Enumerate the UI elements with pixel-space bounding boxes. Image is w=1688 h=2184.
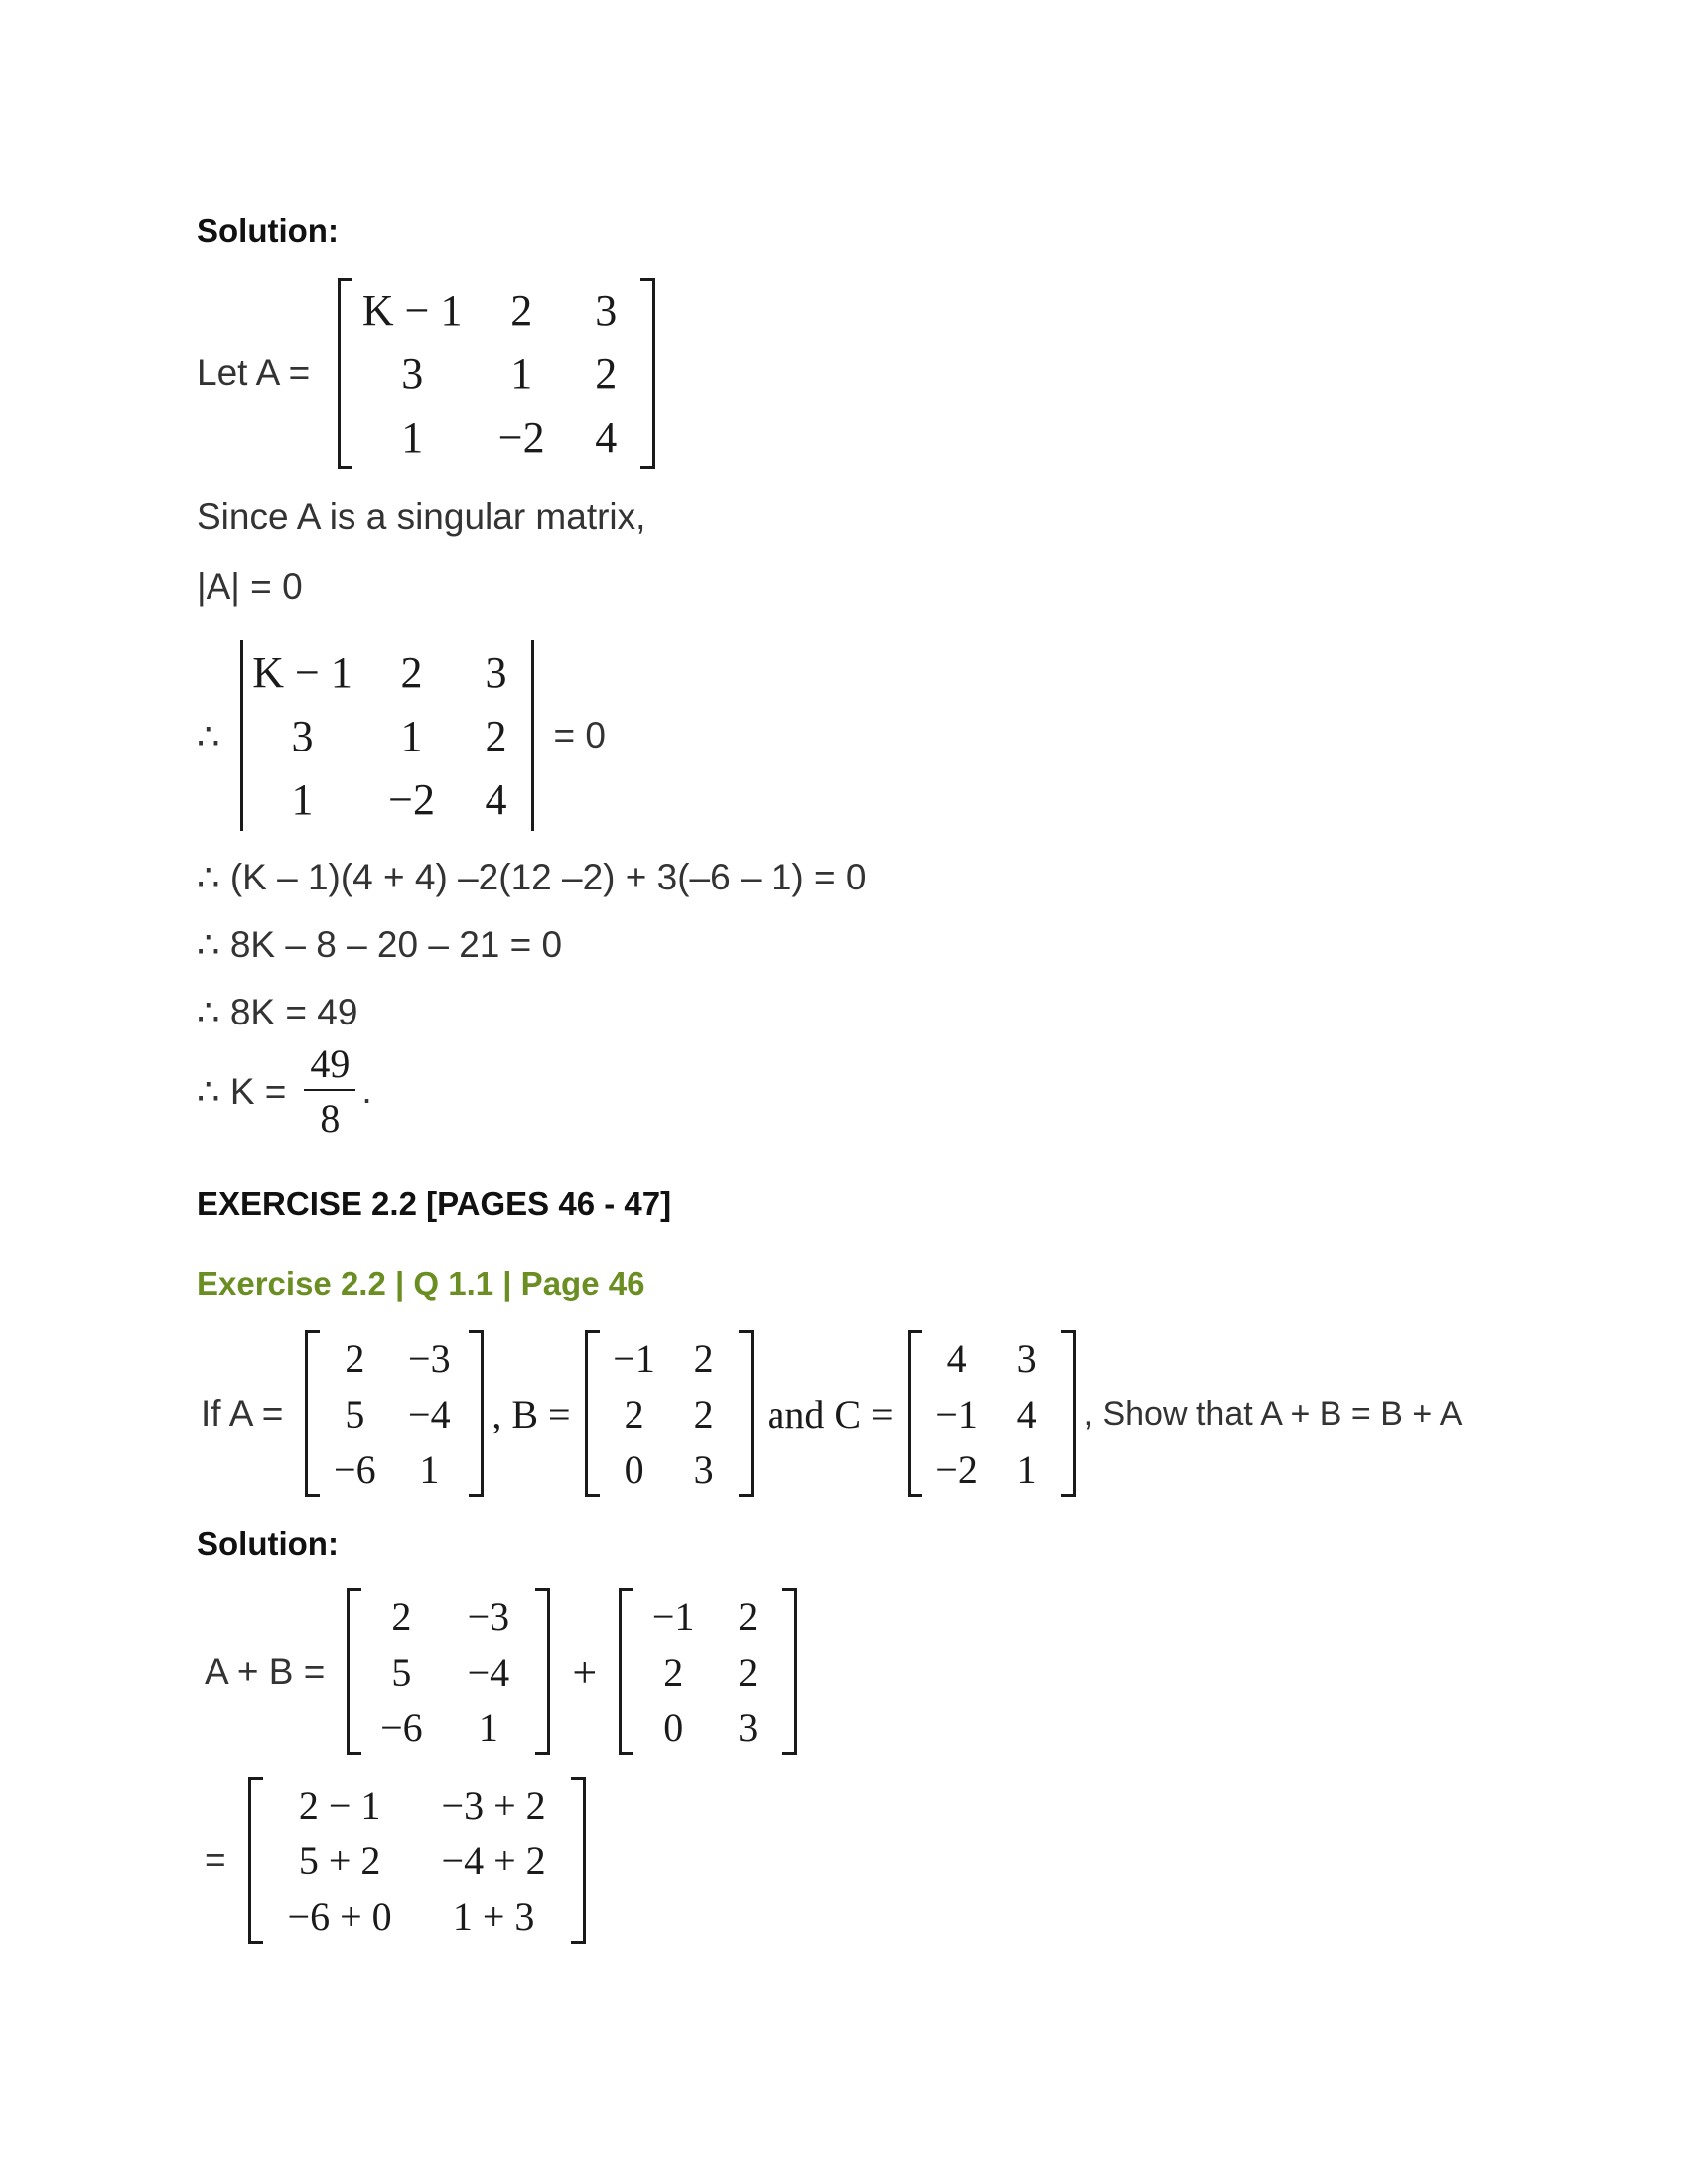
matrix-cell: 4 — [595, 412, 618, 462]
k-prefix: ∴ K = — [197, 1070, 287, 1112]
matrix-row — [633, 1700, 782, 1755]
matrix-row — [633, 1644, 782, 1700]
matrix-row — [352, 341, 640, 405]
a-plus-b-equation — [205, 1588, 797, 1755]
question-matrix-B — [585, 1330, 754, 1497]
matrix-cell: 2 — [663, 1649, 684, 1695]
matrix-cell: 1 — [1016, 1446, 1037, 1492]
matrix-row — [320, 1330, 469, 1386]
k-denominator: 8 — [320, 1096, 341, 1141]
matrix-row — [263, 1888, 571, 1944]
matrix-cell: 1 — [419, 1446, 440, 1492]
matrix-row — [320, 1441, 469, 1497]
matrix-cell: −3 — [467, 1593, 510, 1639]
step-1: ∴ (K – 1)(4 + 4) –2(12 –2) + 3(–6 – 1) = 0 — [197, 857, 867, 897]
k-fraction — [304, 1040, 355, 1142]
matrix-row — [243, 640, 531, 704]
matrix-row — [600, 1386, 739, 1441]
a-plus-b-label: A + B = — [205, 1651, 326, 1692]
matrix-cell: K − 1 — [252, 647, 352, 697]
matrix-cell: 1 — [400, 711, 423, 760]
matrix-cell: 0 — [624, 1446, 644, 1492]
matrix-row — [352, 405, 640, 469]
question-matrix-B-body — [600, 1330, 739, 1497]
matrix-cell: 2 — [510, 285, 533, 335]
matrix-cell: 2 — [485, 711, 507, 760]
matrix-A-body — [352, 278, 640, 469]
question-matrix-C — [908, 1330, 1076, 1497]
therefore-symbol: ∴ — [197, 715, 220, 756]
matrix-cell: −1 — [651, 1593, 695, 1639]
matrix-row — [361, 1644, 535, 1700]
plus-sign: + — [572, 1647, 598, 1697]
matrix-cell: 4 — [946, 1335, 967, 1381]
matrix-cell: −3 — [408, 1335, 451, 1381]
matrix-cell: 1 + 3 — [452, 1893, 535, 1939]
matrix-cell: 2 — [624, 1391, 644, 1436]
matrix-cell: 4 — [485, 774, 507, 824]
matrix-cell: 0 — [663, 1705, 684, 1750]
matrix-cell: −4 — [408, 1391, 451, 1436]
matrix-row — [263, 1777, 571, 1833]
show-that-text: , Show that A + B = B + A — [1083, 1394, 1463, 1433]
matrix-cell: 3 — [693, 1446, 714, 1492]
question-matrix-C-body — [922, 1330, 1061, 1497]
matrix-cell: 1 — [291, 774, 314, 824]
matrix-cell: −1 — [935, 1391, 978, 1436]
matrix-cell: −6 — [380, 1705, 423, 1750]
sum-matrix-A — [347, 1588, 550, 1755]
k-result — [197, 1040, 372, 1142]
matrix-cell: 4 — [1016, 1391, 1037, 1436]
matrix-cell: 1 — [478, 1705, 498, 1750]
sum-matrix-A-body — [361, 1588, 535, 1755]
matrix-cell: 3 — [595, 285, 618, 335]
matrix-cell: −6 — [334, 1446, 376, 1492]
matrix-cell: 2 — [595, 348, 618, 398]
determinant-A-body — [243, 640, 531, 831]
k-numerator: 49 — [304, 1040, 355, 1091]
matrix-cell: 1 — [401, 412, 424, 462]
det-line: |A| = 0 — [197, 566, 303, 607]
matrix-row — [243, 704, 531, 767]
matrix-row — [361, 1700, 535, 1755]
step-2: ∴ 8K – 8 – 20 – 21 = 0 — [197, 924, 563, 965]
sum-matrix-B — [619, 1588, 797, 1755]
matrix-A-definition — [197, 278, 655, 469]
solution-heading: Solution: — [197, 212, 339, 249]
matrix-row — [600, 1330, 739, 1386]
matrix-cell: −1 — [613, 1335, 655, 1381]
matrix-cell: 3 — [401, 348, 424, 398]
matrix-row — [243, 767, 531, 831]
matrix-cell: −2 — [935, 1446, 978, 1492]
matrix-cell: 2 — [693, 1391, 714, 1436]
equals-sign: = — [205, 1840, 226, 1880]
matrix-cell: −2 — [497, 412, 545, 462]
matrix-cell: 3 — [485, 647, 507, 697]
sum-result-equation — [205, 1777, 586, 1944]
if-A-label: If A = — [201, 1393, 284, 1433]
matrix-cell: 5 + 2 — [298, 1838, 381, 1883]
matrix-cell: 2 − 1 — [298, 1782, 381, 1828]
matrix-cell: 2 — [738, 1649, 759, 1695]
matrix-cell: 3 — [1016, 1335, 1037, 1381]
matrix-row — [352, 278, 640, 341]
question-statement — [201, 1330, 1462, 1497]
step-3: ∴ 8K = 49 — [197, 992, 358, 1032]
solution-heading-2: Solution: — [197, 1525, 339, 1562]
matrix-cell: K − 1 — [361, 285, 463, 335]
matrix-row — [633, 1588, 782, 1644]
let-label: Let A = — [197, 352, 311, 393]
comma-B-label: , B = — [492, 1391, 571, 1436]
matrix-cell: −3 + 2 — [441, 1782, 546, 1828]
question-link[interactable]: Exercise 2.2 | Q 1.1 | Page 46 — [197, 1265, 645, 1301]
sum-result-matrix — [248, 1777, 586, 1944]
matrix-row — [922, 1330, 1061, 1386]
sum-matrix-B-body — [633, 1588, 782, 1755]
matrix-cell: 3 — [738, 1705, 759, 1750]
determinant-A — [240, 640, 534, 831]
matrix-cell: 2 — [391, 1593, 412, 1639]
exercise-heading: EXERCISE 2.2 [PAGES 46 - 47] — [197, 1185, 672, 1222]
matrix-cell: −2 — [388, 774, 435, 824]
matrix-cell: 1 — [510, 348, 533, 398]
matrix-row — [320, 1386, 469, 1441]
matrix-cell: −4 + 2 — [441, 1838, 546, 1883]
matrix-row — [922, 1386, 1061, 1441]
matrix-cell: 3 — [291, 711, 314, 760]
matrix-row — [922, 1441, 1061, 1497]
question-matrix-A — [305, 1330, 484, 1497]
determinant-equation — [197, 640, 606, 831]
matrix-cell: 2 — [738, 1593, 759, 1639]
matrix-row — [600, 1441, 739, 1497]
matrix-cell: −6 + 0 — [287, 1893, 392, 1939]
matrix-row — [361, 1588, 535, 1644]
k-end: . — [361, 1070, 372, 1111]
matrix-row — [263, 1833, 571, 1888]
matrix-cell: 2 — [345, 1335, 365, 1381]
det-equals: = 0 — [553, 715, 607, 755]
sum-result-matrix-body — [263, 1777, 571, 1944]
singular-line: Since A is a singular matrix, — [197, 496, 646, 537]
matrix-cell: 5 — [391, 1649, 412, 1695]
matrix-cell: 2 — [400, 647, 423, 697]
matrix-A — [338, 278, 655, 469]
matrix-cell: 5 — [345, 1391, 365, 1436]
matrix-cell: −4 — [467, 1649, 510, 1695]
and-C-label: and C = — [767, 1391, 894, 1436]
matrix-cell: 2 — [693, 1335, 714, 1381]
question-matrix-A-body — [320, 1330, 469, 1497]
